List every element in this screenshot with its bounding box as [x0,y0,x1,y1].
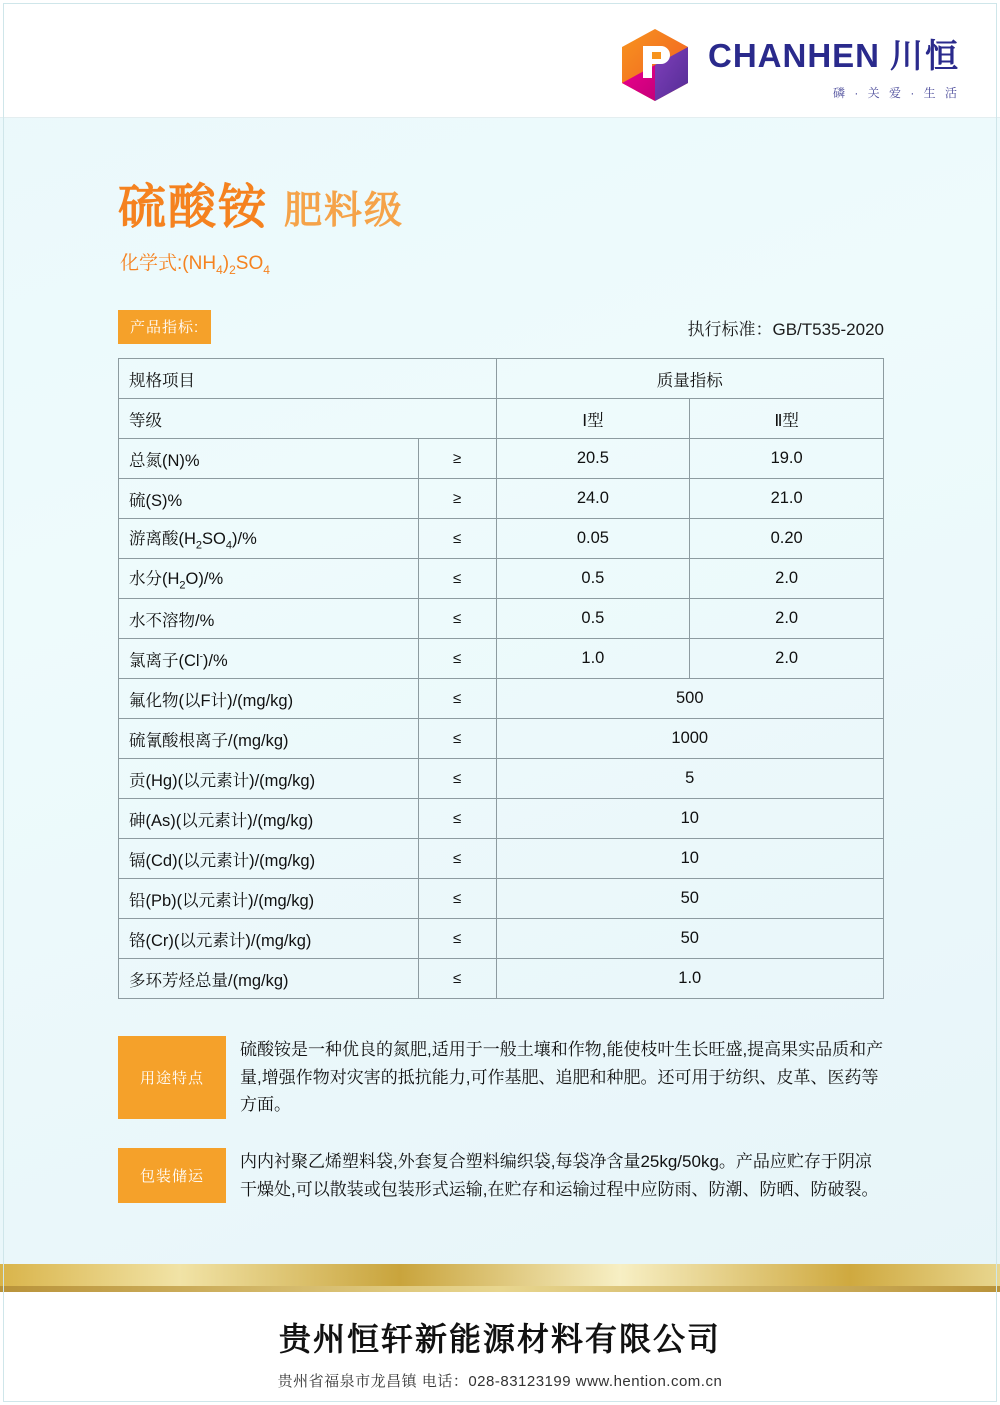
page-title [118,168,404,237]
th-grade-1: Ⅰ型 [496,399,690,439]
cell-item: 硫氰酸根离子/(mg/kg) [119,719,419,759]
th-grade-label: 等级 [119,399,497,439]
th-quality: 质量指标 [496,359,883,399]
cell-value-grade2: 2.0 [690,559,884,599]
table-row [119,839,884,879]
cell-value-shared: 10 [496,839,883,879]
cell-item: 氟化物(以F计)/(mg/kg) [119,679,419,719]
product-grade: 肥料级 [284,190,405,232]
cell-operator: ≤ [418,679,496,719]
cell-value-shared: 500 [496,679,883,719]
cell-value-grade1: 20.5 [496,439,690,479]
note-usage-label: 用途特点 [118,1036,226,1119]
th-item: 规格项目 [119,359,497,399]
cell-item: 氯离子(Cl-)/% [119,639,419,679]
table-row [119,919,884,959]
note-usage-text: 硫酸铵是一种优良的氮肥,适用于一般土壤和作物,能使枝叶生长旺盛,提高果实品质和产量,增强作物对灾害的抵抗能力,可作基肥、追肥和种肥。还可用于纺织、皮革、医药等方面。 [240,1040,884,1115]
cell-operator: ≤ [418,959,496,999]
indicator-table-wrapper [118,358,884,999]
table-head-row [119,359,884,399]
cell-operator: ≤ [418,799,496,839]
brand-logo [616,26,960,104]
cell-value-shared: 1000 [496,719,883,759]
cell-operator: ≤ [418,559,496,599]
table-row [119,439,884,479]
brand-name-cn: 川恒 [890,36,960,74]
table-row [119,879,884,919]
table-row [119,599,884,639]
note-packaging [118,1148,884,1203]
indicator-tag: 产品指标: [118,310,211,344]
table-row [119,639,884,679]
formula-label: 化学式: [120,253,183,274]
note-packaging-text: 内内衬聚乙烯塑料袋,外套复合塑料编织袋,每袋净含量25kg/50kg。产品应贮存于阴凉干燥处,可以散装或包装形式运输,在贮存和运输过程中应防雨、防潮、防晒、防破裂。 [240,1152,879,1199]
cell-value-shared: 10 [496,799,883,839]
chemical-formula [120,248,270,277]
cell-item: 镉(Cd)(以元素计)/(mg/kg) [119,839,419,879]
cell-item: 贡(Hg)(以元素计)/(mg/kg) [119,759,419,799]
hexagon-logo-icon [616,26,694,104]
table-row [119,519,884,559]
table-row [119,719,884,759]
company-contact: 贵州省福泉市龙昌镇 电话：028-83123199 www.hention.com.cn [277,1373,723,1390]
table-grade-row [119,399,884,439]
table-row [119,679,884,719]
cell-operator: ≤ [418,879,496,919]
cell-value-shared: 50 [496,879,883,919]
brand-name-en: CHANHEN [708,36,880,74]
cell-operator: ≤ [418,599,496,639]
table-row [119,559,884,599]
note-packaging-label: 包装储运 [118,1148,226,1203]
cell-value-grade1: 1.0 [496,639,690,679]
cell-item: 水分$(H_2O)/\%$ [119,559,419,599]
cell-item: 硫(S)% [119,479,419,519]
cell-operator: ≤ [418,639,496,679]
cell-value-grade1: 0.5 [496,559,690,599]
indicator-header-row [118,310,884,344]
cell-value-shared: 50 [496,919,883,959]
note-usage [118,1036,884,1119]
cell-item: 铅(Pb)(以元素计)/(mg/kg) [119,879,419,919]
cell-value-grade2: 19.0 [690,439,884,479]
cell-item: 铬(Cr)(以元素计)/(mg/kg) [119,919,419,959]
cell-operator: ≥ [418,439,496,479]
table-row [119,799,884,839]
execution-standard: 执行标准：GB/T535-2020 [687,319,884,339]
formula-value: $(NH_4)_2SO_4$ [182,253,270,277]
cell-value-shared: 5 [496,759,883,799]
cell-value-grade1: 0.05 [496,519,690,559]
cell-value-grade2: 2.0 [690,639,884,679]
cell-item: 砷(As)(以元素计)/(mg/kg) [119,799,419,839]
page-footer [0,1292,1000,1405]
cell-item: 总氮(N)% [119,439,419,479]
cell-item: 游离酸$(H_2SO_4)/\%$ [119,519,419,559]
cell-value-grade2: 2.0 [690,599,884,639]
cell-operator: ≤ [418,919,496,959]
gold-divider [0,1264,1000,1286]
table-row [119,479,884,519]
table-row [119,759,884,799]
cell-value-grade2: 21.0 [690,479,884,519]
cell-operator: ≤ [418,759,496,799]
cell-operator: ≤ [418,839,496,879]
cell-item: 多环芳烃总量/(mg/kg) [119,959,419,999]
cell-item: 水不溶物/% [119,599,419,639]
product-name: 硫酸铵 [118,181,269,234]
cell-value-grade1: 24.0 [496,479,690,519]
table-row [119,959,884,999]
cell-operator: ≤ [418,719,496,759]
cell-operator: ≥ [418,479,496,519]
indicator-table [118,358,884,999]
cell-value-shared: 1.0 [496,959,883,999]
cell-value-grade2: 0.20 [690,519,884,559]
th-grade-2: Ⅱ型 [690,399,884,439]
cell-operator: ≤ [418,519,496,559]
company-name: 贵州恒轩新能源材料有限公司 [278,1321,721,1357]
brand-slogan: 磷 · 关 爱 · 生 活 [833,85,960,100]
cell-value-grade1: 0.5 [496,599,690,639]
brand-text [708,30,960,101]
page-header [0,0,1000,118]
